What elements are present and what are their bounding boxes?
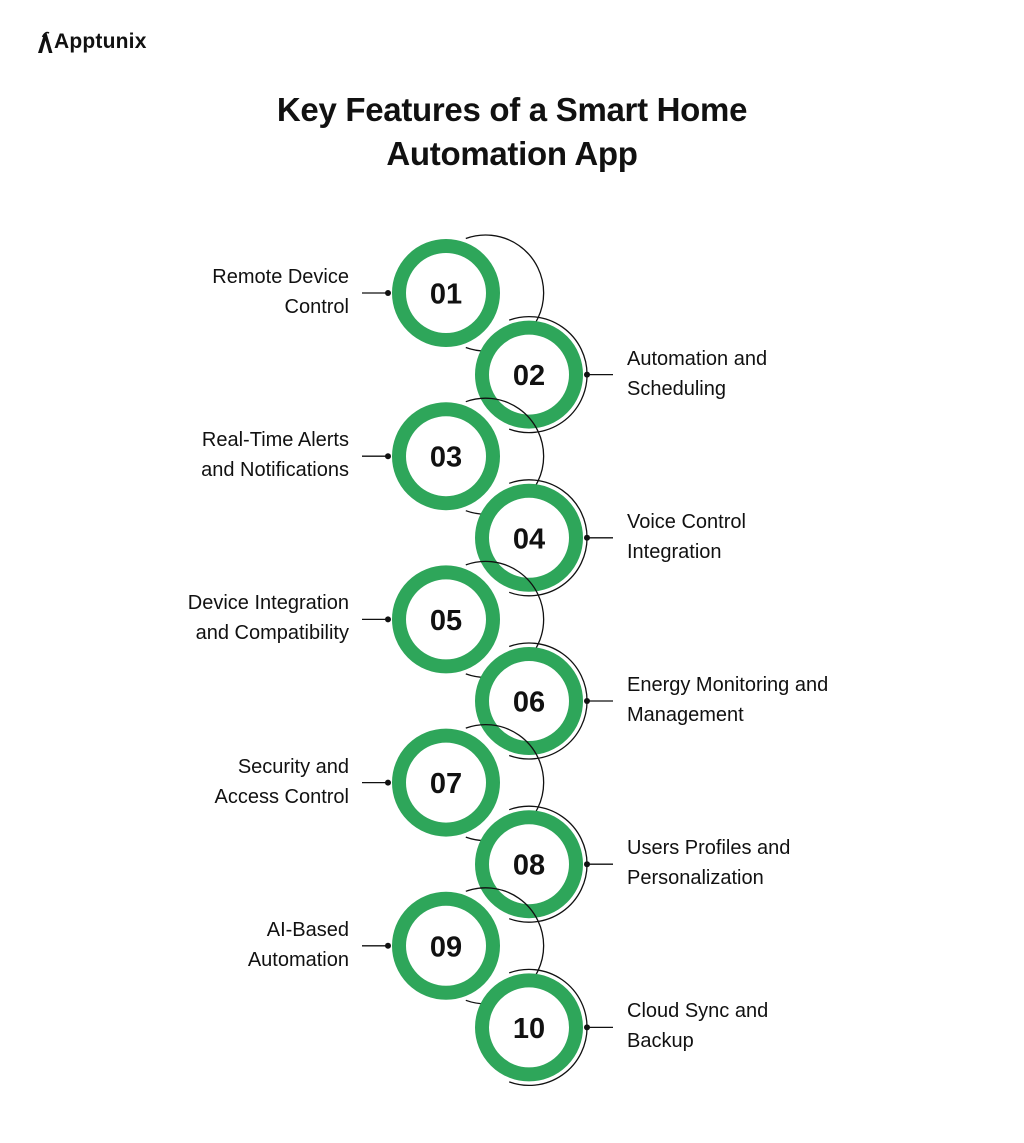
- connector-dot: [385, 453, 391, 459]
- connector-dot: [584, 372, 590, 378]
- feature-number: 08: [512, 849, 546, 882]
- feature-label-line-2: and Compatibility: [195, 622, 349, 645]
- feature-label-line-1: Automation and: [627, 347, 768, 370]
- feature-label: [188, 588, 349, 648]
- feature-label-line-1: Remote Device: [212, 266, 349, 288]
- feature-label-line-2: Scheduling: [627, 377, 726, 400]
- feature-number: 06: [512, 686, 546, 719]
- brand-name: Apptunix: [54, 30, 147, 53]
- feature-label: [627, 670, 828, 730]
- feature-number: 03: [429, 441, 463, 474]
- title-line-2: Automation App: [386, 135, 638, 172]
- title-line-1: Key Features of a Smart Home: [276, 91, 748, 128]
- feature-label-line-2: Automation: [247, 948, 349, 971]
- feature-label-line-1: Real-Time Alerts: [201, 429, 349, 452]
- connector-dot: [385, 616, 391, 622]
- connector-dot: [584, 698, 590, 704]
- feature-number: 01: [429, 278, 463, 311]
- feature-number: 02: [512, 360, 546, 393]
- feature-label-line-1: AI-Based: [266, 918, 349, 941]
- feature-label-line-1: Energy Monitoring and: [627, 674, 829, 696]
- feature-label: [627, 996, 768, 1056]
- connector-dot: [385, 943, 391, 949]
- feature-label: [627, 833, 790, 893]
- feature-label-line-2: Control: [284, 296, 349, 318]
- feature-label: [248, 915, 349, 975]
- feature-label-line-2: and Notifications: [201, 459, 349, 482]
- feature-label-line-1: Users Profiles and: [627, 837, 791, 860]
- feature-label-line-2: Integration: [627, 540, 722, 563]
- feature-label: [201, 425, 349, 485]
- connector-dot: [385, 290, 391, 296]
- connector-dot: [385, 780, 391, 786]
- feature-label-line-2: Access Control: [214, 785, 349, 808]
- feature-label-line-1: Cloud Sync and: [627, 1000, 769, 1023]
- connector-dot: [584, 861, 590, 867]
- connector-dot: [584, 535, 590, 541]
- feature-label-line-2: Management: [627, 704, 744, 726]
- feature-number: 04: [512, 523, 546, 556]
- feature-number: 07: [429, 768, 463, 801]
- feature-label-line-1: Voice Control: [627, 510, 746, 533]
- feature-label: [212, 262, 349, 322]
- feature-label-line-2: Personalization: [627, 867, 764, 890]
- feature-number: 09: [429, 931, 463, 964]
- connector-dot: [584, 1024, 590, 1030]
- feature-label-line-2: Backup: [627, 1030, 694, 1053]
- feature-label: [627, 507, 746, 567]
- feature-label-line-1: Device Integration: [187, 592, 349, 615]
- feature-label: [627, 344, 767, 404]
- feature-label-line-1: Security and: [237, 755, 349, 778]
- feature-label: [215, 752, 350, 812]
- feature-number: 10: [512, 1012, 546, 1045]
- feature-number: 05: [429, 604, 463, 637]
